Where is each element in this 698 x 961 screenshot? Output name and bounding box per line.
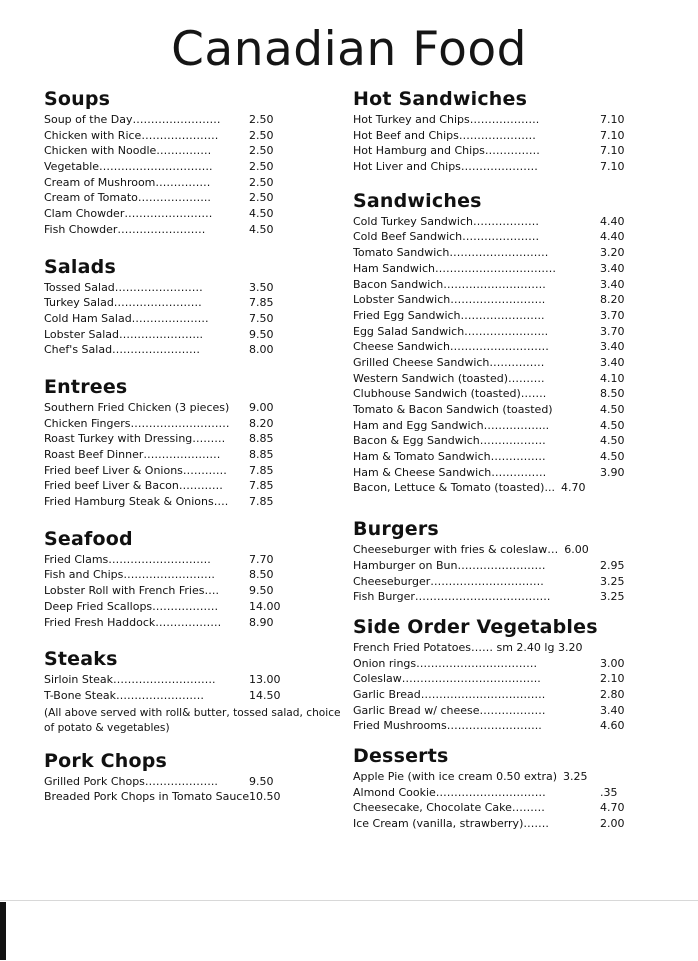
menu-item: [353, 113, 653, 129]
menu-item: [353, 801, 653, 817]
item-price: 7.10: [600, 128, 625, 142]
item-price: 4.50: [600, 434, 625, 448]
menu-item: [353, 543, 653, 559]
menu-item: [44, 689, 344, 705]
item-name: Tossed Salad……………………: [44, 280, 203, 294]
item-name: Hot Liver and Chips…………………: [353, 160, 538, 174]
item-price: 10.50: [249, 790, 281, 804]
section-sandwiches: [353, 190, 653, 497]
item-price: 9.50: [249, 327, 274, 341]
menu-item: [44, 568, 344, 584]
menu-item: [44, 144, 344, 160]
item-name: Cold Ham Salad…………………: [44, 311, 209, 325]
item-name: Ice Cream (vanilla, strawberry)…….: [353, 817, 549, 831]
item-price: 7.85: [249, 463, 274, 477]
menu-item: [353, 434, 653, 450]
menu-item: [44, 495, 344, 511]
section-pork-chops: [44, 750, 344, 806]
item-price: 7.10: [600, 160, 625, 174]
item-name: Fried beef Liver & Onions…………: [44, 463, 227, 477]
item-name: Bacon & Egg Sandwich………………: [353, 434, 546, 448]
item-price: 7.10: [600, 144, 625, 158]
menu-item: [44, 401, 344, 417]
section-heading: Steaks: [44, 648, 118, 671]
menu-item: [44, 129, 344, 145]
menu-item: [44, 673, 344, 689]
section-heading: Pork Chops: [44, 749, 168, 772]
item-name: Cold Turkey Sandwich………………: [353, 214, 539, 228]
item-name: Hot Turkey and Chips……………….: [353, 113, 540, 126]
section-heading: Side Order Vegetables: [353, 615, 598, 638]
menu-item: [353, 657, 653, 673]
item-name: Cheesecake, Chocolate Cake………: [353, 801, 545, 815]
menu-item: [353, 419, 653, 435]
item-name: Southern Fried Chicken (3 pieces): [44, 400, 230, 414]
item-name: Ham & Tomato Sandwich……………: [353, 450, 546, 464]
item-price: 14.00: [249, 599, 281, 613]
menu-item: [353, 719, 653, 735]
item-name: Tomato & Bacon Sandwich (toasted): [353, 403, 553, 416]
menu-item: [44, 176, 344, 192]
item-name: Grilled Cheese Sandwich……………: [353, 355, 545, 369]
page-bottom-margin: [0, 900, 698, 961]
item-price: 4.50: [249, 222, 274, 236]
menu-item: [353, 160, 653, 176]
section-heading: Soups: [44, 88, 111, 110]
item-price: 8.50: [249, 568, 274, 582]
item-price: 4.70: [560, 481, 586, 495]
item-price: 4.50: [600, 418, 625, 432]
item-price: 3.40: [600, 261, 625, 275]
menu-item: [44, 328, 344, 344]
menu-item: [353, 356, 653, 372]
section-heading: Seafood: [44, 527, 133, 550]
item-name: Fried Clams……………………….: [44, 552, 211, 566]
item-price: 3.70: [600, 324, 625, 338]
menu-item: [353, 230, 653, 246]
section-seafood: [44, 528, 344, 631]
item-price: 2.10: [600, 672, 625, 686]
section-desserts: [353, 745, 653, 833]
section-soups: [44, 88, 344, 239]
item-price: 2.95: [600, 558, 625, 572]
item-name: Fish Burger……………………………….: [353, 590, 551, 604]
menu-item: [353, 262, 653, 278]
menu-item: [44, 113, 344, 129]
item-name: Fried Egg Sandwich…………………..: [353, 308, 545, 322]
menu-item: [353, 770, 653, 786]
menu-item: [44, 790, 344, 806]
item-price: 2.50: [249, 128, 274, 142]
item-name: Egg Salad Sandwich…………………..: [353, 324, 549, 338]
item-price: 8.20: [600, 293, 625, 307]
scan-edge-shadow: [0, 902, 6, 960]
item-price: 7.85: [249, 296, 274, 310]
menu-item: [44, 584, 344, 600]
menu-item: [353, 466, 653, 482]
item-price: 7.85: [249, 479, 274, 493]
menu-item: [353, 129, 653, 145]
menu-item: [44, 616, 344, 632]
item-price: 9.00: [249, 400, 274, 414]
section-heading: Burgers: [353, 518, 439, 541]
menu-item: [44, 223, 344, 239]
menu-item: [44, 160, 344, 176]
item-price: 7.85: [249, 495, 274, 509]
item-price: 13.00: [249, 673, 281, 687]
item-price: 3.25: [563, 770, 588, 783]
section-heading: Sandwiches: [353, 189, 482, 212]
menu-item: [353, 246, 653, 262]
item-name: Hamburger on Bun……………………: [353, 558, 546, 572]
menu-item: [44, 417, 344, 433]
item-name: Deep Fried Scallops………………: [44, 599, 219, 613]
item-name: Fried Hamburg Steak & Onions….: [44, 495, 229, 509]
item-name: Cheese Sandwich………………………: [353, 340, 549, 354]
section-burgers: [353, 518, 653, 606]
item-name: Chicken Fingers………………………: [44, 416, 230, 430]
menu-item: [353, 817, 653, 833]
item-name: Sirloin Steak……………………….: [44, 673, 216, 687]
item-price: 3.25: [600, 590, 625, 604]
item-price: .35: [600, 785, 618, 799]
menu-item: [44, 553, 344, 569]
menu-item: [353, 559, 653, 575]
item-price: 3.90: [600, 465, 625, 479]
item-price: 4.10: [600, 371, 625, 385]
item-name: Garlic Bread…………………………….: [353, 687, 546, 701]
section-hot-sandwiches: [353, 88, 653, 176]
menu-item: [44, 600, 344, 616]
item-name: Western Sandwich (toasted)……….: [353, 371, 545, 385]
item-name: Garlic Bread w/ cheese………………: [353, 703, 546, 717]
item-name: Chef's Salad……………………: [44, 343, 201, 357]
item-name: Soup of the Day……………………: [44, 113, 221, 126]
section-heading: Salads: [44, 255, 116, 278]
item-price: 4.40: [600, 230, 625, 244]
menu-item: [353, 481, 653, 497]
item-name: Hot Beef and Chips…………………: [353, 128, 536, 142]
item-name: Coleslaw………………………………..: [353, 672, 541, 686]
item-price: 7.50: [249, 311, 274, 325]
item-price: 7.10: [600, 113, 625, 126]
item-name: Fried Mushrooms……………………..: [353, 719, 542, 733]
item-price: 4.60: [600, 719, 625, 733]
item-price: 7.70: [249, 552, 274, 566]
item-price: 3.40: [600, 340, 625, 354]
item-name: Grilled Pork Chops………………..: [44, 774, 218, 788]
item-name: Breaded Pork Chops in Tomato Sauce: [44, 790, 249, 804]
menu-item: [353, 387, 653, 403]
menu-item: [44, 775, 344, 791]
item-name: Roast Turkey with Dressing………: [44, 432, 226, 446]
item-price: 6.00: [564, 543, 589, 557]
item-name: Cream of Tomato………………..: [44, 191, 211, 205]
menu-item: [44, 432, 344, 448]
item-price: 4.70: [600, 801, 625, 815]
menu-item: [44, 191, 344, 207]
right-column: [353, 88, 653, 833]
item-price: 2.50: [249, 160, 274, 174]
item-price: 4.50: [600, 450, 625, 464]
item-name: Fish Chowder……………………: [44, 222, 206, 236]
menu-item: [353, 293, 653, 309]
item-name: French Fried Potatoes…… sm 2.40 lg 3.20: [353, 640, 583, 654]
menu-item: [353, 372, 653, 388]
menu-item: [353, 309, 653, 325]
item-name: Cheeseburger………………………….: [353, 574, 544, 588]
section-note: (All above served with roll& butter, tossed salad, choice of potato & vegetables): [44, 706, 341, 734]
item-name: Chicken with Noodle……………: [44, 144, 212, 158]
item-price: 3.25: [600, 574, 625, 588]
item-name: Chicken with Rice…………………: [44, 128, 219, 142]
menu-item: [44, 343, 344, 359]
item-price: 3.50: [249, 280, 274, 294]
menu-item: [44, 464, 344, 480]
item-name: Roast Beef Dinner…………………: [44, 448, 221, 461]
item-price: 8.90: [249, 615, 274, 629]
item-name: Lobster Salad…………………..: [44, 327, 203, 341]
item-name: Vegetable………………………….: [44, 160, 213, 174]
item-name: Ham & Cheese Sandwich……………: [353, 465, 547, 479]
item-price: 2.50: [249, 144, 274, 158]
item-price: 3.40: [600, 703, 625, 717]
section-steaks: [44, 648, 344, 735]
menu-item: [353, 641, 653, 657]
item-name: Bacon, Lettuce & Tomato (toasted)...: [353, 481, 555, 495]
item-price: 9.50: [249, 774, 274, 788]
menu-item: [44, 479, 344, 495]
item-price: 3.00: [600, 656, 625, 670]
item-name: T-Bone Steak……………………: [44, 688, 204, 702]
item-price: 8.00: [249, 343, 274, 357]
item-name: Ham Sandwich……………………………: [353, 261, 556, 275]
menu-item: [353, 590, 653, 606]
menu-item: [353, 325, 653, 341]
item-name: Cold Beef Sandwich…………………: [353, 230, 540, 244]
item-name: Clubhouse Sandwich (toasted)…….: [353, 387, 547, 401]
section-heading: Desserts: [353, 745, 449, 767]
item-price: 2.00: [600, 817, 625, 831]
item-price: 2.50: [249, 175, 274, 189]
item-price: 8.20: [249, 416, 274, 430]
item-price: 9.50: [249, 584, 274, 598]
item-name: Lobster Roll with French Fries….: [44, 584, 219, 598]
section-heading: Entrees: [44, 375, 128, 398]
section-side-order-vegetables: [353, 616, 653, 735]
item-price: 8.50: [600, 387, 625, 401]
menu-item: [353, 688, 653, 704]
menu-item: [353, 144, 653, 160]
menu-item: [44, 281, 344, 297]
menu-item: [353, 340, 653, 356]
item-price: 3.40: [600, 277, 625, 291]
item-price: 2.50: [249, 191, 274, 205]
item-name: Hot Hamburg and Chips……………: [353, 144, 540, 158]
menu-item: [44, 207, 344, 223]
item-name: Cream of Mushroom……………: [44, 175, 211, 189]
item-price: 3.70: [600, 308, 625, 322]
item-price: 4.40: [600, 214, 625, 228]
item-name: Onion rings……………………………: [353, 656, 538, 670]
menu-item: [353, 450, 653, 466]
menu-item: [353, 786, 653, 802]
item-price: 3.20: [600, 246, 625, 260]
item-name: Almond Cookie…………………………: [353, 785, 546, 799]
item-name: Fried Fresh Haddock………………: [44, 615, 222, 629]
item-name: Lobster Sandwich……………………..: [353, 293, 546, 307]
item-name: Turkey Salad……………………: [44, 296, 202, 310]
item-name: Bacon Sandwich……………………….: [353, 277, 546, 291]
item-price: 8.85: [249, 448, 274, 461]
item-price: 2.50: [249, 113, 274, 126]
item-name: Tomato Sandwich………………………: [353, 246, 549, 260]
item-price: 8.85: [249, 432, 274, 446]
item-name: Fried beef Liver & Bacon…………: [44, 479, 223, 493]
item-price: 14.50: [249, 688, 281, 702]
item-name: Cheeseburger with fries & coleslaw…: [353, 543, 559, 557]
menu-item: [353, 403, 653, 419]
menu-item: [353, 215, 653, 231]
item-price: 3.40: [600, 355, 625, 369]
item-name: Ham and Egg Sandwich……………...: [353, 418, 550, 432]
item-name: Apple Pie (with ice cream 0.50 extra): [353, 770, 558, 783]
section-salads: [44, 256, 344, 359]
menu-item: [44, 312, 344, 328]
section-heading: Hot Sandwiches: [353, 88, 528, 110]
item-price: 4.50: [249, 207, 274, 221]
item-price: 2.80: [600, 687, 625, 701]
item-name: Fish and Chips…………………….: [44, 568, 215, 582]
menu-item: [353, 672, 653, 688]
menu-item: [353, 575, 653, 591]
left-column: [44, 88, 344, 806]
menu-item: [44, 296, 344, 312]
item-name: Clam Chowder……………………: [44, 207, 213, 221]
menu-item: [353, 278, 653, 294]
section-entrees: [44, 376, 344, 511]
item-price: 4.50: [600, 403, 625, 416]
menu-title: Canadian Food: [171, 22, 527, 77]
menu-item: [44, 448, 344, 464]
menu-item: [353, 704, 653, 720]
